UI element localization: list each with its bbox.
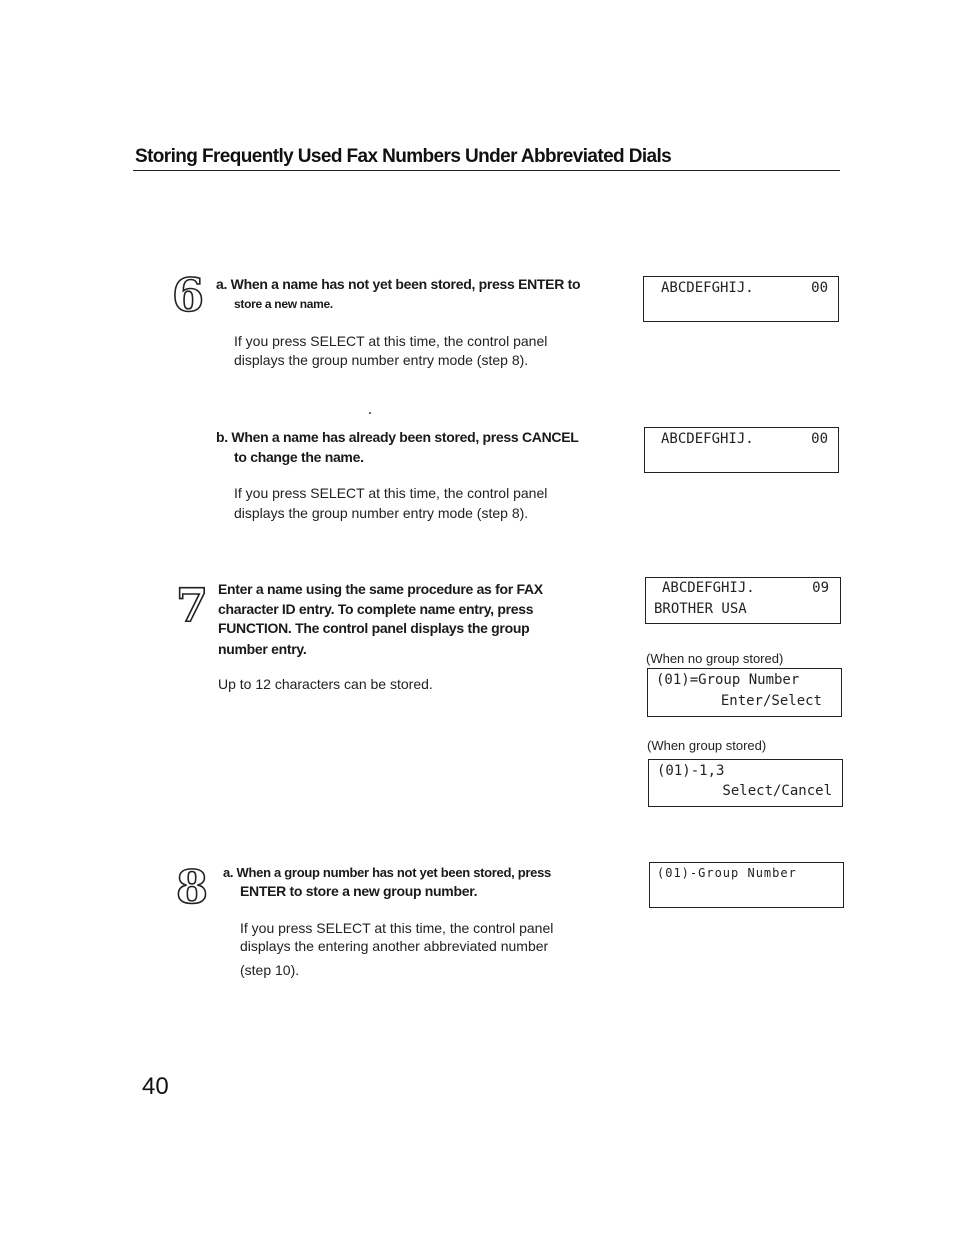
page-number: 40 — [142, 1073, 169, 1100]
step-8a-instruction-line1: a. When a group number has not yet been stored, press — [223, 865, 551, 880]
lcd-7-group-line1: (01)-1,3 — [657, 763, 725, 779]
step-6a-note-line2: displays the group number entry mode (step 8). — [234, 352, 529, 368]
step-8-note-line2: displays the entering another abbreviated number — [240, 938, 549, 954]
step-6b-note-line2: displays the group number entry mode (step 8). — [234, 505, 529, 521]
lcd-display-8 — [649, 862, 844, 908]
lcd-6a-number: 00 — [811, 280, 828, 296]
step-7-instruction-line1: Enter a name using the same procedure as for FAX — [218, 581, 543, 597]
lcd-7-nogroup-line2: Enter/Select — [720, 693, 822, 709]
lcd-display-7-name — [645, 577, 841, 624]
step-7-instruction-line2: character ID entry. To complete name entry, press — [218, 601, 534, 617]
page-title: Storing Frequently Used Fax Numbers Under Abbreviated Dials — [135, 146, 672, 167]
step-6b-note-line1: If you press SELECT at this time, the control panel — [234, 485, 548, 501]
lcd-8-line1: (01)-Group Number — [657, 866, 797, 880]
lcd-7-group-line2: Select/Cancel — [722, 783, 832, 799]
stray-dot — [369, 412, 371, 414]
title-underline — [133, 170, 840, 171]
lcd-7-nogroup-line1: (01)=Group Number — [656, 672, 800, 688]
step-6b-instruction-line2: to change the name. — [234, 449, 364, 465]
step-6-number: 6 — [172, 268, 205, 322]
caption-group: (When group stored) — [647, 738, 767, 753]
step-8a-instruction-line2: ENTER to store a new group number. — [240, 883, 478, 899]
step-6a-instruction-line1: a. When a name has not yet been stored, press ENTER to — [216, 276, 581, 292]
step-6a-instruction-line2: store a new name. — [234, 297, 333, 311]
caption-no-group: (When no group stored) — [646, 651, 784, 666]
lcd-7-line2: BROTHER USA — [654, 601, 747, 617]
lcd-display-6a — [643, 276, 839, 322]
step-7-instruction-line4: number entry. — [218, 641, 307, 657]
lcd-6b-text: ABCDEFGHIJ. — [661, 431, 754, 447]
step-7-instruction-line3: FUNCTION. The control panel displays the group — [218, 620, 530, 636]
lcd-6b-number: 00 — [811, 431, 828, 447]
step-7-number: 7 — [176, 578, 209, 632]
lcd-display-7-group — [648, 759, 843, 807]
lcd-display-7-no-group — [647, 668, 842, 717]
step-6a-note-line1: If you press SELECT at this time, the control panel — [234, 333, 548, 349]
step-8-note-line1: If you press SELECT at this time, the control panel — [240, 920, 554, 936]
step-6b-instruction-line1: b. When a name has already been stored, press CANCEL — [216, 429, 579, 445]
lcd-7-line1-number: 09 — [812, 580, 829, 596]
step-8-number: 8 — [176, 860, 209, 914]
step-8-note-line3: (step 10). — [240, 962, 300, 978]
lcd-6a-text: ABCDEFGHIJ. — [661, 280, 754, 296]
step-7-note: Up to 12 characters can be stored. — [218, 676, 433, 692]
lcd-display-6b — [644, 427, 839, 473]
lcd-7-line1-text: ABCDEFGHIJ. — [662, 580, 755, 596]
